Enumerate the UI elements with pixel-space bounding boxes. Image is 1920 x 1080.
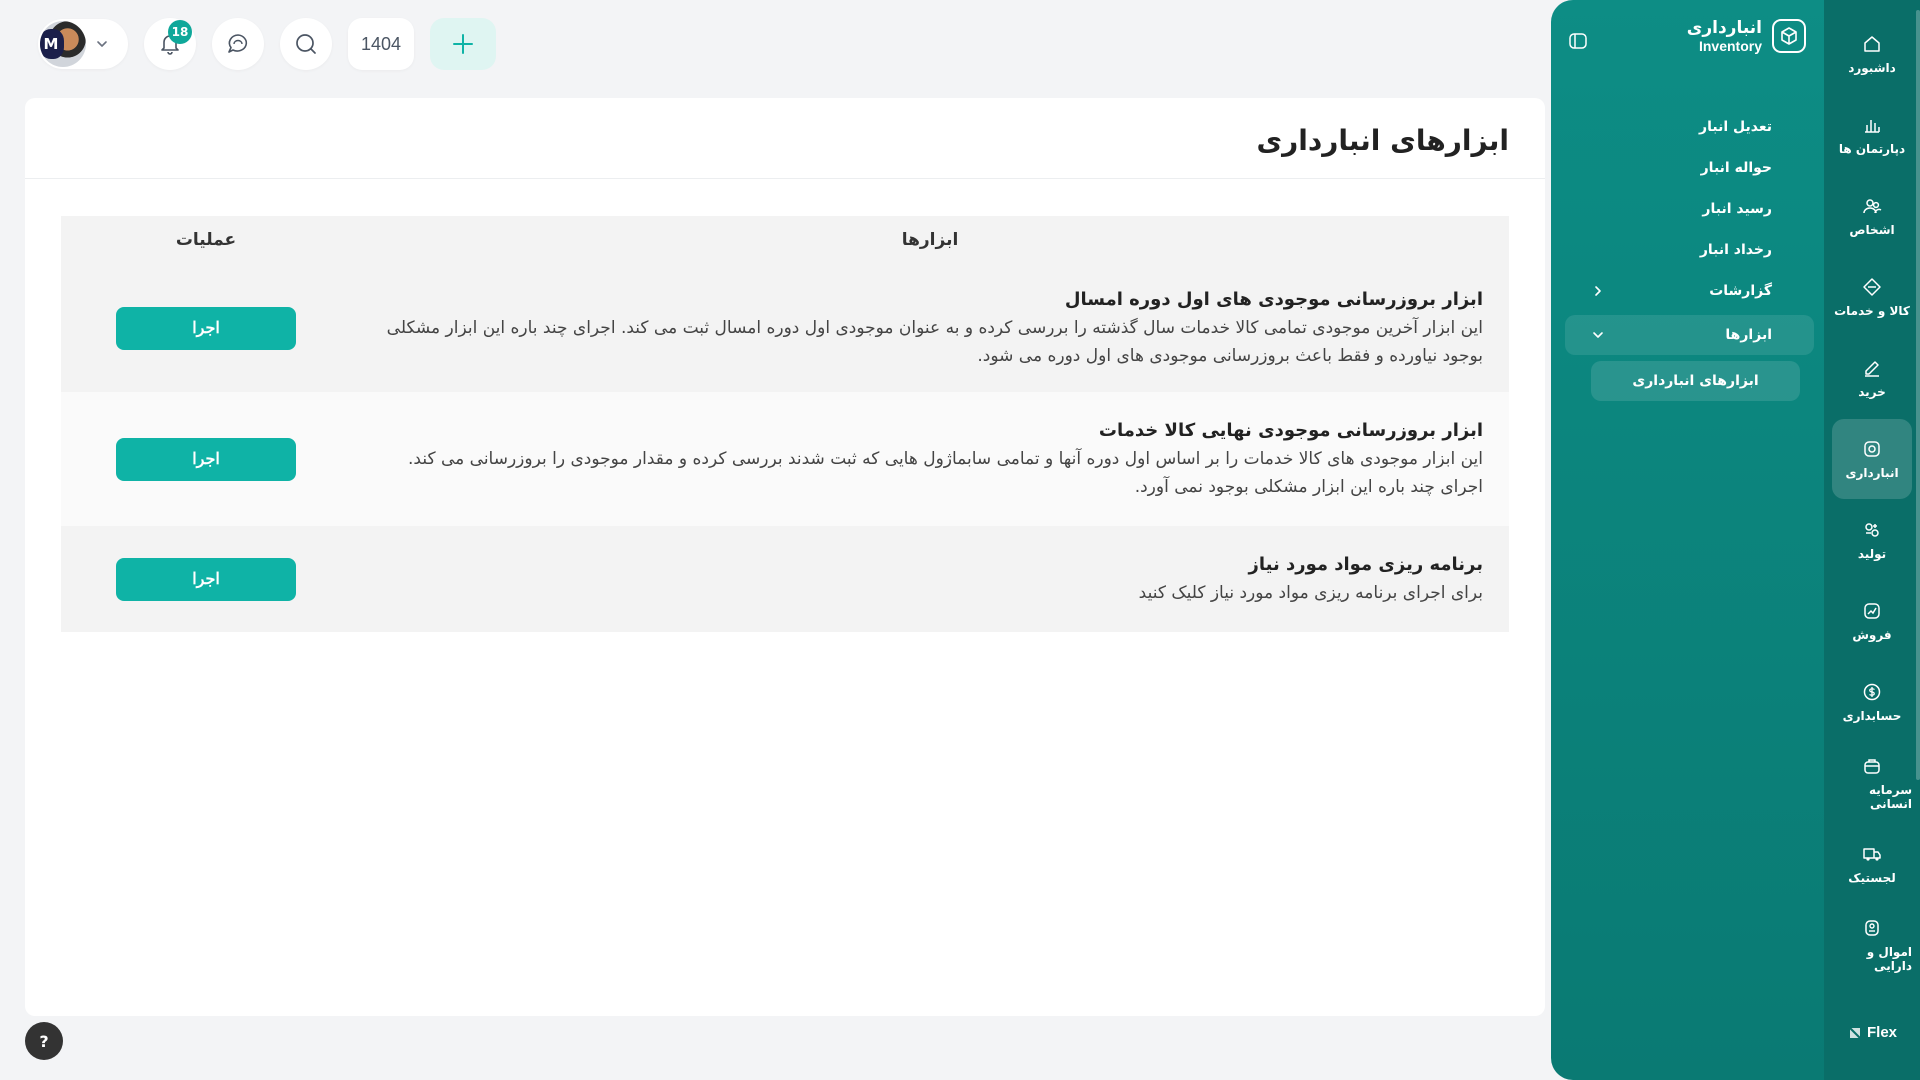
nav-item-sales[interactable] (1832, 581, 1912, 661)
nav-item-label: تولید (1857, 547, 1887, 561)
nav-item-label: لجستیک (1848, 871, 1896, 885)
column-header-operations: عملیات (175, 230, 237, 250)
search-icon (292, 30, 320, 58)
plus-icon (450, 31, 476, 57)
nav-item-label: سرمایه انسانی (1869, 783, 1912, 811)
menu-item-transfer[interactable]: حواله انبار (1700, 159, 1772, 176)
tool-cell (351, 397, 1509, 521)
nav-item-label: انبارداری (1845, 466, 1899, 480)
search-button[interactable] (280, 18, 332, 70)
chart-icon (1861, 114, 1883, 136)
help-button[interactable]: ? (25, 1022, 63, 1060)
operations-cell (61, 558, 351, 601)
nav-item-accounting[interactable] (1832, 662, 1912, 742)
brand-name: Flex (1866, 1024, 1897, 1041)
nav-item-production[interactable] (1832, 500, 1912, 580)
sales-icon (1861, 600, 1883, 622)
rail-items (1832, 14, 1912, 986)
chevron-left-icon (1591, 284, 1605, 298)
run-button[interactable]: اجرا (116, 558, 296, 601)
nav-item-label: کالا و خدمات (1834, 304, 1910, 318)
warehouse-icon (1861, 438, 1883, 460)
top-bar (38, 18, 496, 70)
tools-table (61, 216, 1509, 632)
table-row (61, 526, 1509, 632)
menu-item-event[interactable]: رخداد انبار (1699, 241, 1772, 258)
menu-item-inventory-tools[interactable]: ابزارهای انبارداری (1591, 361, 1800, 401)
brand-logo (1824, 1024, 1920, 1041)
run-button[interactable]: اجرا (116, 307, 296, 350)
notification-count-badge: 18 (168, 20, 192, 44)
menu-item-receipt[interactable]: رسید انبار (1702, 200, 1772, 217)
dollar-icon (1861, 681, 1883, 703)
nav-item-dashboard[interactable] (1832, 14, 1912, 94)
avatar-badge: M (40, 29, 64, 59)
inventory-box-icon (1772, 19, 1806, 53)
edit-icon (1861, 357, 1883, 379)
operations-cell (61, 438, 351, 481)
page-title: ابزارهای انبارداری (1256, 124, 1509, 157)
module-titles (1687, 18, 1762, 54)
tool-description: این ابزار موجودی های کالا خدمات را بر اساس اول دوره آنها و تمامی سابماژول هایی که ثبت شدند بررسی کرده و مقدار موجودی را بروزرسانی می کند. اجرای چند باره این ابزار مشکلی بوجود نمی آورد. (408, 449, 1483, 497)
chat-icon (224, 30, 252, 58)
table-header (61, 216, 1509, 264)
menu-group-tools[interactable] (1565, 315, 1814, 355)
nav-item-label: حسابداری (1842, 709, 1902, 723)
operations-cell (61, 307, 351, 350)
flex-logo-icon (1847, 1025, 1863, 1041)
nav-item-assets[interactable] (1832, 905, 1912, 985)
nav-item-label: اموال و دارایی (1866, 945, 1912, 973)
chevron-down-icon (1591, 328, 1605, 342)
sidebar-toggle-icon[interactable] (1567, 30, 1589, 52)
table-row (61, 264, 1509, 392)
diamond-icon (1861, 276, 1883, 298)
run-button[interactable]: اجرا (116, 438, 296, 481)
tool-title: ابزار بروزرسانی موجودی های اول دوره امسال (1064, 289, 1483, 310)
nav-item-people[interactable] (1832, 176, 1912, 256)
main-nav-rail (1824, 0, 1920, 1080)
user-menu[interactable] (38, 19, 128, 69)
module-header (1687, 18, 1806, 54)
module-sidebar (1551, 0, 1824, 1080)
nav-item-inventory[interactable] (1832, 419, 1912, 499)
menu-item-adjustment[interactable]: تعدیل انبار (1699, 118, 1772, 135)
tool-description: این ابزار آخرین موجودی تمامی کالا خدمات سال گذشته را بررسی کرده و به عنوان موجودی اول دوره امسال ثبت می کند. اجرای چند باره این ابزار مشکلی بوجود نیاورده و فقط باعث بروزرسانی موجودی های اول دوره می شود. (386, 318, 1483, 366)
tool-description: برای اجرای برنامه ریزی مواد مورد نیاز کلیک کنید (1138, 583, 1483, 603)
truck-icon (1861, 843, 1883, 865)
menu-group-label: گزارشات (1709, 282, 1772, 299)
table-row (61, 392, 1509, 526)
tool-title: برنامه ریزی مواد مورد نیاز (1248, 554, 1483, 575)
nav-item-hr[interactable] (1832, 743, 1912, 823)
messages-button[interactable] (212, 18, 264, 70)
home-icon (1861, 33, 1883, 55)
nav-item-label: دپارتمان ها (1838, 142, 1906, 156)
module-title-en: Inventory (1698, 38, 1762, 54)
menu-group-reports[interactable] (1551, 270, 1824, 311)
tool-cell (351, 266, 1509, 390)
avatar[interactable] (40, 21, 86, 67)
nav-item-logistics[interactable] (1832, 824, 1912, 904)
nav-item-label: فروش (1852, 628, 1892, 642)
column-header-tools: ابزارها (901, 230, 959, 250)
module-title-fa: انبارداری (1686, 18, 1762, 38)
chevron-down-icon (94, 36, 110, 52)
module-menu (1551, 106, 1824, 401)
notifications-button[interactable] (144, 18, 196, 70)
tool-title: ابزار بروزرسانی موجودی نهایی کالا خدمات (1098, 420, 1483, 441)
nav-item-label: خرید (1858, 385, 1886, 399)
nav-item-products[interactable] (1832, 257, 1912, 337)
rail-scrollbar[interactable] (1916, 10, 1920, 780)
add-button[interactable] (430, 18, 496, 70)
nav-item-label: داشبورد (1848, 61, 1896, 75)
briefcase-icon (1861, 755, 1883, 777)
nav-item-departments[interactable] (1832, 95, 1912, 175)
divider (25, 178, 1545, 179)
menu-group-label: ابزارها (1725, 327, 1772, 343)
people-icon (1861, 195, 1883, 217)
nav-item-label: اشخاص (1849, 223, 1895, 237)
production-icon (1861, 519, 1883, 541)
tool-cell (351, 531, 1509, 627)
asset-icon (1861, 917, 1883, 939)
nav-item-purchase[interactable] (1832, 338, 1912, 418)
main-card (25, 98, 1545, 1016)
fiscal-year-selector[interactable]: 1404 (348, 18, 414, 70)
